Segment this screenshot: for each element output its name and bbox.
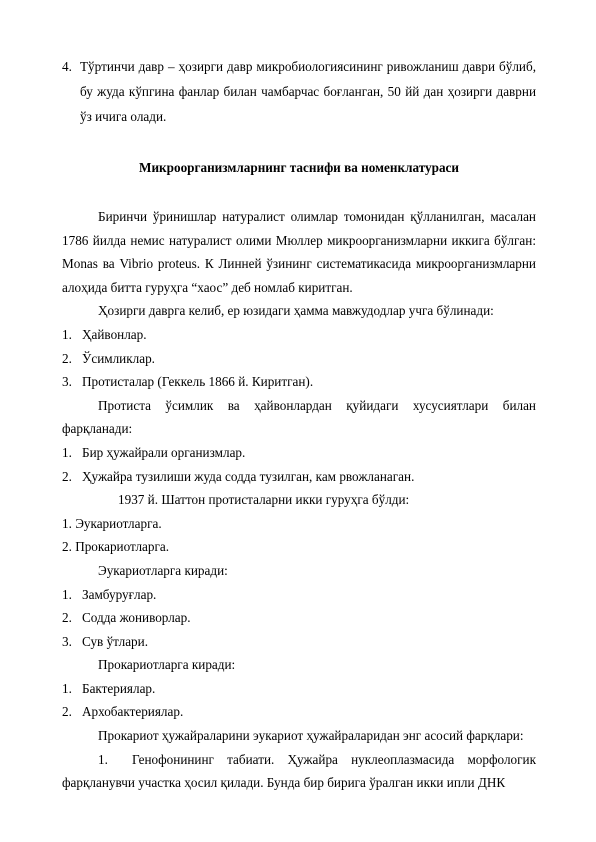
list-item: 2. Содда жониворлар. (62, 610, 191, 626)
list-item: 2. Архобактериялар. (62, 704, 184, 720)
protista-intro: Протиста ўсимлик ва ҳайвонлардан қуйидаги хусусиятлари билан фарқланади: (62, 397, 536, 437)
differences-first-number: 1. (98, 751, 108, 767)
list-item: 3. Протисталар (Геккель 1866 й. Киритган). (62, 374, 314, 390)
list-item: 2. Ҳужайра тузилиши жуда содда тузилган, кам рвожланаган. (62, 468, 415, 484)
document-page (62, 54, 536, 795)
top-item-number: 4. (62, 59, 72, 74)
eukaryote-intro: Эукариотларга киради: (98, 562, 228, 578)
list-item: 1. Бактериялар. (62, 680, 156, 696)
list-item: 1. Ҳайвонлар. (62, 326, 147, 342)
section-heading: Микроорганизмларнинг таснифи ва номенклатураси (139, 160, 459, 175)
chatton-line: 1937 й. Шаттон протисталарни икки гуруҳга бўлди: (118, 492, 410, 508)
differences-first-paragraph (62, 748, 536, 795)
prokaryote-intro: Прокариотларга киради: (98, 657, 236, 673)
top-item-text: Тўртинчи давр – ҳозирги давр микробиологиясининг ривожланиш даври бўлиб, бу жуда кўпгина фанлар билан чамбарчас боғланган, 50 йй дан ҳозирги даврни ўз ичига олади. (80, 59, 536, 124)
differences-first-text: Генофонининг табиати. Ҳужайра нуклеоплазмасида морфологик фарқланувчи участка ҳосил қилади. Бунда бир бирига ўралган икки ипли ДНК (62, 751, 536, 791)
list-item: 1. Замбуруғлар. (62, 586, 157, 602)
differences-intro: Прокариот ҳужайраларини эукариот ҳужайраларидан энг асосий фарқлари: (98, 728, 524, 744)
intro-paragraph: Биринчи ўринишлар натуралист олимлар томонидан қўлланилган, масалан 1786 йилда немис натуралист олими Мюллер микроорганизмларни иккига бўлган: Monas ва Vibrio proteus. К Линней ўзининг систематикасида микроорганизмларни алоҳида битта гуруҳга “хаос” деб номлаб киритган. (62, 209, 536, 295)
division-intro: Ҳозирги даврга келиб, ер юзидаги ҳамма мавжудодлар учга бўлинади: (98, 303, 494, 319)
list-item: 2. Ўсимликлар. (62, 350, 155, 366)
list-item: 2. Прокариотларга. (62, 539, 170, 555)
list-item: 1. Эукариотларга. (62, 515, 162, 531)
list-item: 1. Бир ҳужайрали организмлар. (62, 444, 246, 460)
list-item: 3. Сув ўтлари. (62, 633, 148, 649)
top-list-item (62, 54, 536, 129)
